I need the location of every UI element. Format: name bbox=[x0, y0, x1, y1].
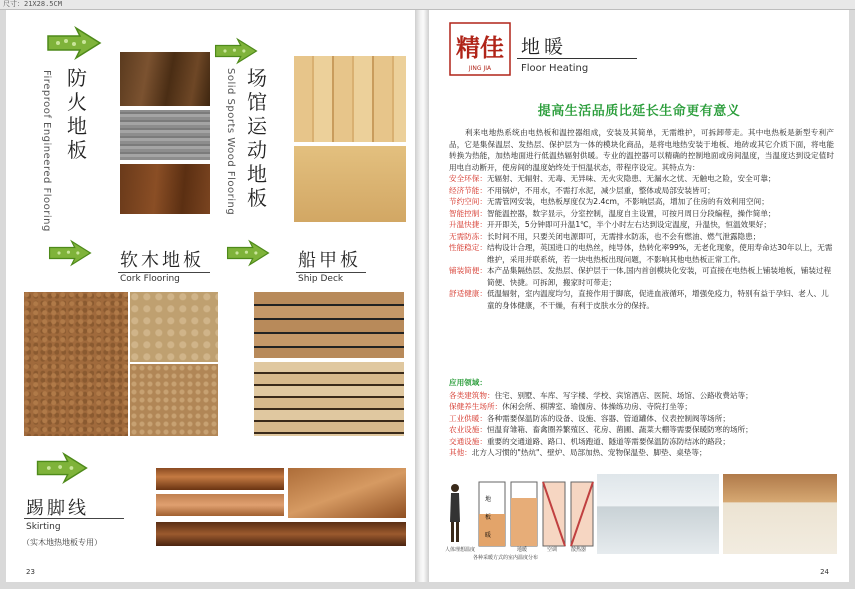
feature-value: 低温辐射，室内温度均匀，直接作用于脚底，促进血液循环，增强免疫力，特别有益于孕妇、老人、儿童的身体健康，不干燥，有利于皮肤水分的保持。 bbox=[486, 289, 829, 310]
feature-item bbox=[449, 219, 834, 231]
cork-photo-3 bbox=[130, 364, 218, 436]
application-key: 交通设施： bbox=[449, 436, 487, 446]
feature-key: 升温快捷： bbox=[449, 220, 487, 229]
intro-body bbox=[449, 127, 834, 311]
application-item bbox=[449, 447, 839, 459]
feature-key: 铺装简便： bbox=[449, 266, 487, 275]
fireproof-title: 防火地板 bbox=[67, 66, 87, 162]
feature-value: 结构设计合理，英国进口的电热丝，纯导体，热转化率99%，无老化现象，使用寿命达30年以上，无需维护，采用并联系统，若一块电热板出现问题，不影响其他电热板正常工作。 bbox=[486, 243, 833, 264]
application-value: 重要的交通道路、路口、机场跑道、隧道等需要保温防冻防结冰的路段； bbox=[486, 436, 730, 446]
feature-item bbox=[449, 185, 834, 197]
cork-title: 软木地板 bbox=[120, 250, 204, 271]
diagram-label: 空调 bbox=[547, 547, 558, 553]
ship-title: 船甲板 bbox=[298, 250, 361, 271]
diagram-label: 地暖 bbox=[517, 547, 528, 553]
sports-subtitle: Solid Sports Wood Flooring bbox=[225, 68, 236, 216]
size-label: 尺寸：21X28.5CM bbox=[3, 0, 62, 8]
page-number: 24 bbox=[820, 568, 829, 576]
skirting-photo-2 bbox=[288, 468, 406, 518]
diagram-label: 人体理想温度 bbox=[445, 547, 476, 553]
ship-photo-1 bbox=[254, 292, 404, 358]
skirting-photo-1 bbox=[156, 468, 284, 490]
fireproof-subtitle: Fireproof Engineered Flooring bbox=[41, 70, 52, 232]
right-page bbox=[429, 10, 849, 582]
fireproof-photo-3 bbox=[120, 164, 210, 214]
application-key: 工业供暖： bbox=[449, 413, 487, 423]
ship-photo-2 bbox=[254, 362, 404, 436]
feature-item bbox=[449, 231, 834, 243]
feature-item bbox=[449, 265, 834, 288]
application-key: 保健养生场所： bbox=[449, 402, 503, 411]
application-value: 北方人习惯的"热炕"、壁炉、局部加热、宠物保温垫、脚垫、桌垫等； bbox=[471, 448, 707, 457]
application-value: 住宅、别墅、车库、写字楼、学校、宾馆酒店、医院、场馆、公路收费站等； bbox=[494, 390, 753, 400]
room-photo-2 bbox=[723, 474, 837, 554]
heating-comparison-diagram bbox=[445, 474, 595, 562]
green-arrow-icon bbox=[34, 452, 90, 484]
headline: 提高生活品质比延长生命更有意义 bbox=[537, 104, 741, 119]
feature-value: 开开即关，5分钟即可升温1℃，半个小时左右达到设定温度，升温快，恒温效果好； bbox=[486, 220, 771, 229]
sports-title: 场馆运动地板 bbox=[247, 66, 267, 210]
svg-text:精佳: 精佳 bbox=[456, 33, 504, 62]
diagram-cell: 暖 bbox=[485, 532, 492, 539]
feature-item bbox=[449, 173, 834, 185]
feature-key: 节约空间： bbox=[449, 197, 487, 206]
application-value: 休闲会所、棋牌室、瑜伽房、体操练功房、寺院打坐等； bbox=[502, 402, 692, 411]
fireproof-photo-1 bbox=[120, 52, 210, 106]
green-arrow-icon bbox=[226, 238, 270, 268]
skirting-photo-4 bbox=[156, 522, 406, 546]
feature-key: 经济节能： bbox=[449, 185, 487, 195]
feature-value: 长时间不用，只要关闭电源即可，无需排水防冻，也不会有燃油、燃气泄露隐患； bbox=[486, 231, 761, 241]
top-ruler-bar bbox=[0, 0, 855, 10]
feature-item bbox=[449, 196, 834, 208]
svg-text:JING JIA: JING JIA bbox=[468, 65, 492, 72]
intro-paragraph: 利来电地热系统由电热板和温控器组成，安装及其简单，无需维护，可拆卸带走。其中电热板是新型专利产品，它是集保温层、发热层、保护层为一体的模块化商品，是将电地热安装于地板、地砖或其它介质下面，将电能转换为热能，加热地面进行低温热辐射供暖。专业的温控器可以精确的控制地面或房间温度，当温度达到设定值时用电自动断开，使房间的温度始终处于恒温状态，带程序设定。其特点为： bbox=[449, 128, 834, 172]
title-divider bbox=[517, 58, 637, 59]
book-spine bbox=[415, 10, 429, 582]
sports-photo-1 bbox=[294, 56, 406, 142]
green-arrow-icon bbox=[48, 238, 92, 268]
feature-key: 舒适健康： bbox=[449, 289, 487, 298]
divider bbox=[24, 518, 124, 519]
feature-value: 不用锅炉，不用水，不需打水泥，减少层重，整体或局部安装皆可； bbox=[486, 185, 715, 195]
application-key: 农业设施： bbox=[449, 425, 487, 434]
application-item bbox=[449, 413, 839, 425]
feature-key: 性能稳定： bbox=[449, 243, 487, 252]
divider bbox=[296, 272, 366, 273]
application-item bbox=[449, 424, 839, 436]
feature-item bbox=[449, 208, 834, 220]
application-key: 其他： bbox=[449, 448, 472, 457]
diagram-cell: 地 bbox=[485, 496, 492, 503]
skirting-subtitle: Skirting bbox=[26, 522, 61, 532]
sports-photo-2 bbox=[294, 146, 406, 222]
skirting-photo-3 bbox=[156, 494, 284, 516]
room-photo-1 bbox=[597, 474, 719, 554]
page-subtitle: Floor Heating bbox=[521, 63, 589, 74]
application-value: 各种需要保温防冻的设备、设施、容器、管道罐体、仪表控制阀等场所； bbox=[486, 413, 730, 423]
page-number: 23 bbox=[26, 568, 35, 576]
feature-key: 智能控制： bbox=[449, 208, 487, 218]
application-item bbox=[449, 401, 839, 413]
cork-photo-1 bbox=[24, 292, 128, 436]
application-value: 恒温育雏箱、畜禽圈养繁殖区、花房、菌圃、蔬菜大棚等需要保暖防寒的场所； bbox=[486, 425, 753, 434]
application-item bbox=[449, 390, 839, 402]
feature-key: 安全环保： bbox=[449, 174, 487, 183]
brand-seal-logo bbox=[449, 22, 511, 76]
applications-section bbox=[449, 377, 839, 459]
cork-subtitle: Cork Flooring bbox=[120, 274, 180, 284]
cork-photo-2 bbox=[130, 292, 218, 362]
feature-item bbox=[449, 288, 834, 311]
divider bbox=[118, 272, 210, 273]
application-item bbox=[449, 436, 839, 448]
feature-item bbox=[449, 242, 834, 265]
diagram-label: 散热器 bbox=[571, 547, 587, 553]
feature-key: 无需防冻： bbox=[449, 231, 487, 241]
feature-value: 智能温控器，数字显示，分室控制，温度自主设置，可按月周日分段编程，操作简单； bbox=[486, 208, 776, 218]
feature-value: 无需管网安装，电热板厚度仅为2.4cm，不影响层高，增加了住房的有效利用空间； bbox=[486, 197, 769, 206]
diagram-caption: 各种采暖方式的室内温度分布 bbox=[473, 555, 539, 561]
feature-value: 无辐射、无辐射、无毒、无异味、无火灾隐患、无漏水之忧、无触电之险，安全可靠； bbox=[486, 174, 776, 183]
green-arrow-icon bbox=[46, 26, 102, 60]
feature-value: 本产品集隔热层、发热层、保护层于一体,国内首创模块化安装，可直接在电热板上铺装地板，铺装过程简便、快捷。可拆卸，搬家时可带走； bbox=[486, 266, 832, 287]
applications-heading: 应用领域： bbox=[449, 378, 487, 387]
fireproof-photo-2 bbox=[120, 110, 210, 160]
diagram-cell: 板 bbox=[485, 514, 492, 521]
left-page bbox=[6, 10, 415, 582]
page-title: 地暖 bbox=[521, 36, 568, 58]
application-key: 各类建筑物： bbox=[449, 390, 495, 400]
green-arrow-icon bbox=[214, 36, 258, 66]
skirting-title: 踢脚线 bbox=[26, 498, 89, 519]
ship-subtitle: Ship Deck bbox=[298, 274, 344, 284]
skirting-note: （实木地热地板专用） bbox=[22, 538, 102, 547]
